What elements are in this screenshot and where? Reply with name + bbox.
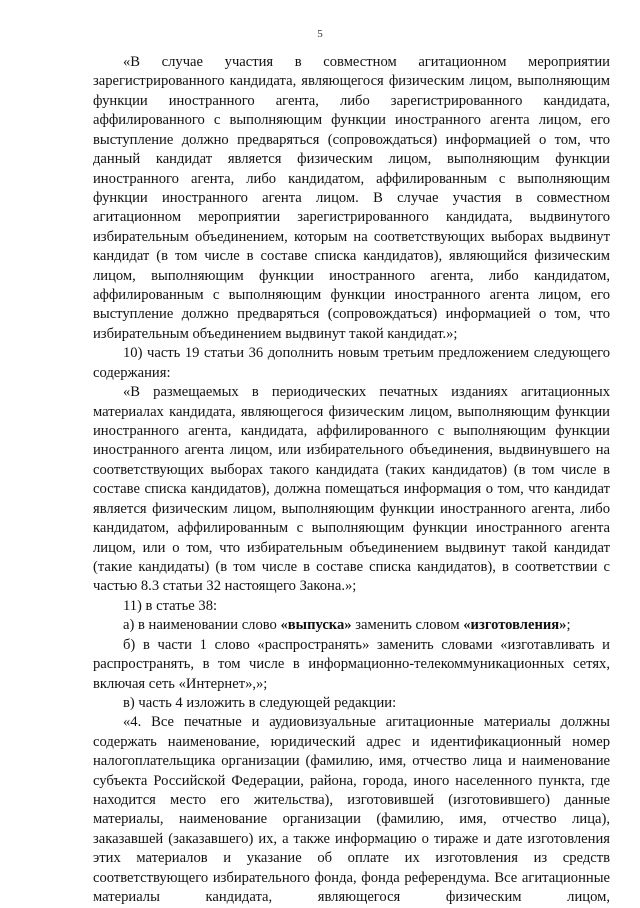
- item-11a-prefix: а) в наименовании слово: [123, 617, 281, 634]
- paragraph-periodical-materials: «В размещаемых в периодических печатных изданиях агитационных материалах кандидата, являющегося физическим лицом, выполняющим функции иностранного агента, кандидата, аффилированного с выполняющим функции иностранного агента лицом, или избирательного объединения, выдвинувшего на соответствующих выборах такого кандидата (таких кандидатов) (в том числе в составе списка кандидатов), должна помещаться информация о том, что кандидат является физическим лицом, выполняющим функции иностранного агента, либо кандидатом, аффилированным с выполняющим функции иностранного агента лицом, или о том, что избирательным объединением выдвинут такой кандидат (такие кандидаты) (в том числе в составе списка кандидатов), в соответствии с частью 8.3 статьи 32 настоящего Закона.»;: [93, 384, 610, 595]
- paragraph-item-10: 10) часть 19 статьи 36 дополнить новым третьим предложением следующего содержания:: [93, 345, 610, 381]
- item-11a-mid: заменить словом: [351, 617, 464, 634]
- page-number: 5: [317, 28, 323, 40]
- paragraph-item-11: 11) в статье 38:: [123, 597, 218, 614]
- paragraph-item-11b: б) в части 1 слово «распространять» заменить словами «изготавливать и распространять, в том числе в информационно-телекоммуникационных сетях, включая сеть «Интернет»,»;: [93, 636, 610, 692]
- item-11a-word-new: «изготовления»: [463, 617, 567, 634]
- paragraph-part-4: «4. Все печатные и аудиовизуальные агитационные материалы должны содержать наименование, юридический адрес и идентификационный номер налогоплательщика организации (фамилию, имя, отчество лица и наименование субъекта Российской Федерации, района, города, иного населенного пункта, где находится место его жительства), изготовившей (изготовившего) данные материалы, наименование организации (фамилию, имя, отчество лица), заказавшей (заказавшего) их, а также информацию о тираже и дате изготовления этих материалов и указание об оплате их изготовления из средств соответствующего избирательного фонда, фонда референдума. Все агитационные материалы кандидата, являющегося физическим лицом,: [93, 714, 610, 906]
- paragraph-item-11c: в) часть 4 изложить в следующей редакции:: [123, 694, 397, 711]
- paragraph-item-11a: [93, 616, 610, 635]
- paragraph-foreign-agent-joint-event: «В случае участия в совместном агитационном мероприятии зарегистрированного кандидата, являющегося физическим лицом, выполняющим функции иностранного агента, либо зарегистрированного кандидата, аффилированного с выполняющим функции иностранного агента лицом, его выступление должно предваряться (сопровождаться) информацией о том, что данный кандидат является физическим лицом, выполняющим функции иностранного агента, либо кандидатом, аффилированным с выполняющим функции иностранного агента лицом. В случае участия в совместном агитационном мероприятии зарегистрированного кандидата, выдвинутого избирательным объединением, которым на соответствующих выборах выдвинут кандидат (в том числе в составе списка кандидатов), являющийся физическим лицом, выполняющим функции иностранного агента, либо кандидатом, аффилированным с выполняющим функции иностранного агента лицом, его выступление должно предваряться (сопровождаться) информацией о том, что избирательным объединением выдвинут такой кандидат.»;: [93, 54, 610, 342]
- item-11a-suffix: ;: [566, 617, 571, 634]
- document-body: [93, 53, 610, 908]
- item-11a-word-old: «выпуска»: [280, 617, 352, 634]
